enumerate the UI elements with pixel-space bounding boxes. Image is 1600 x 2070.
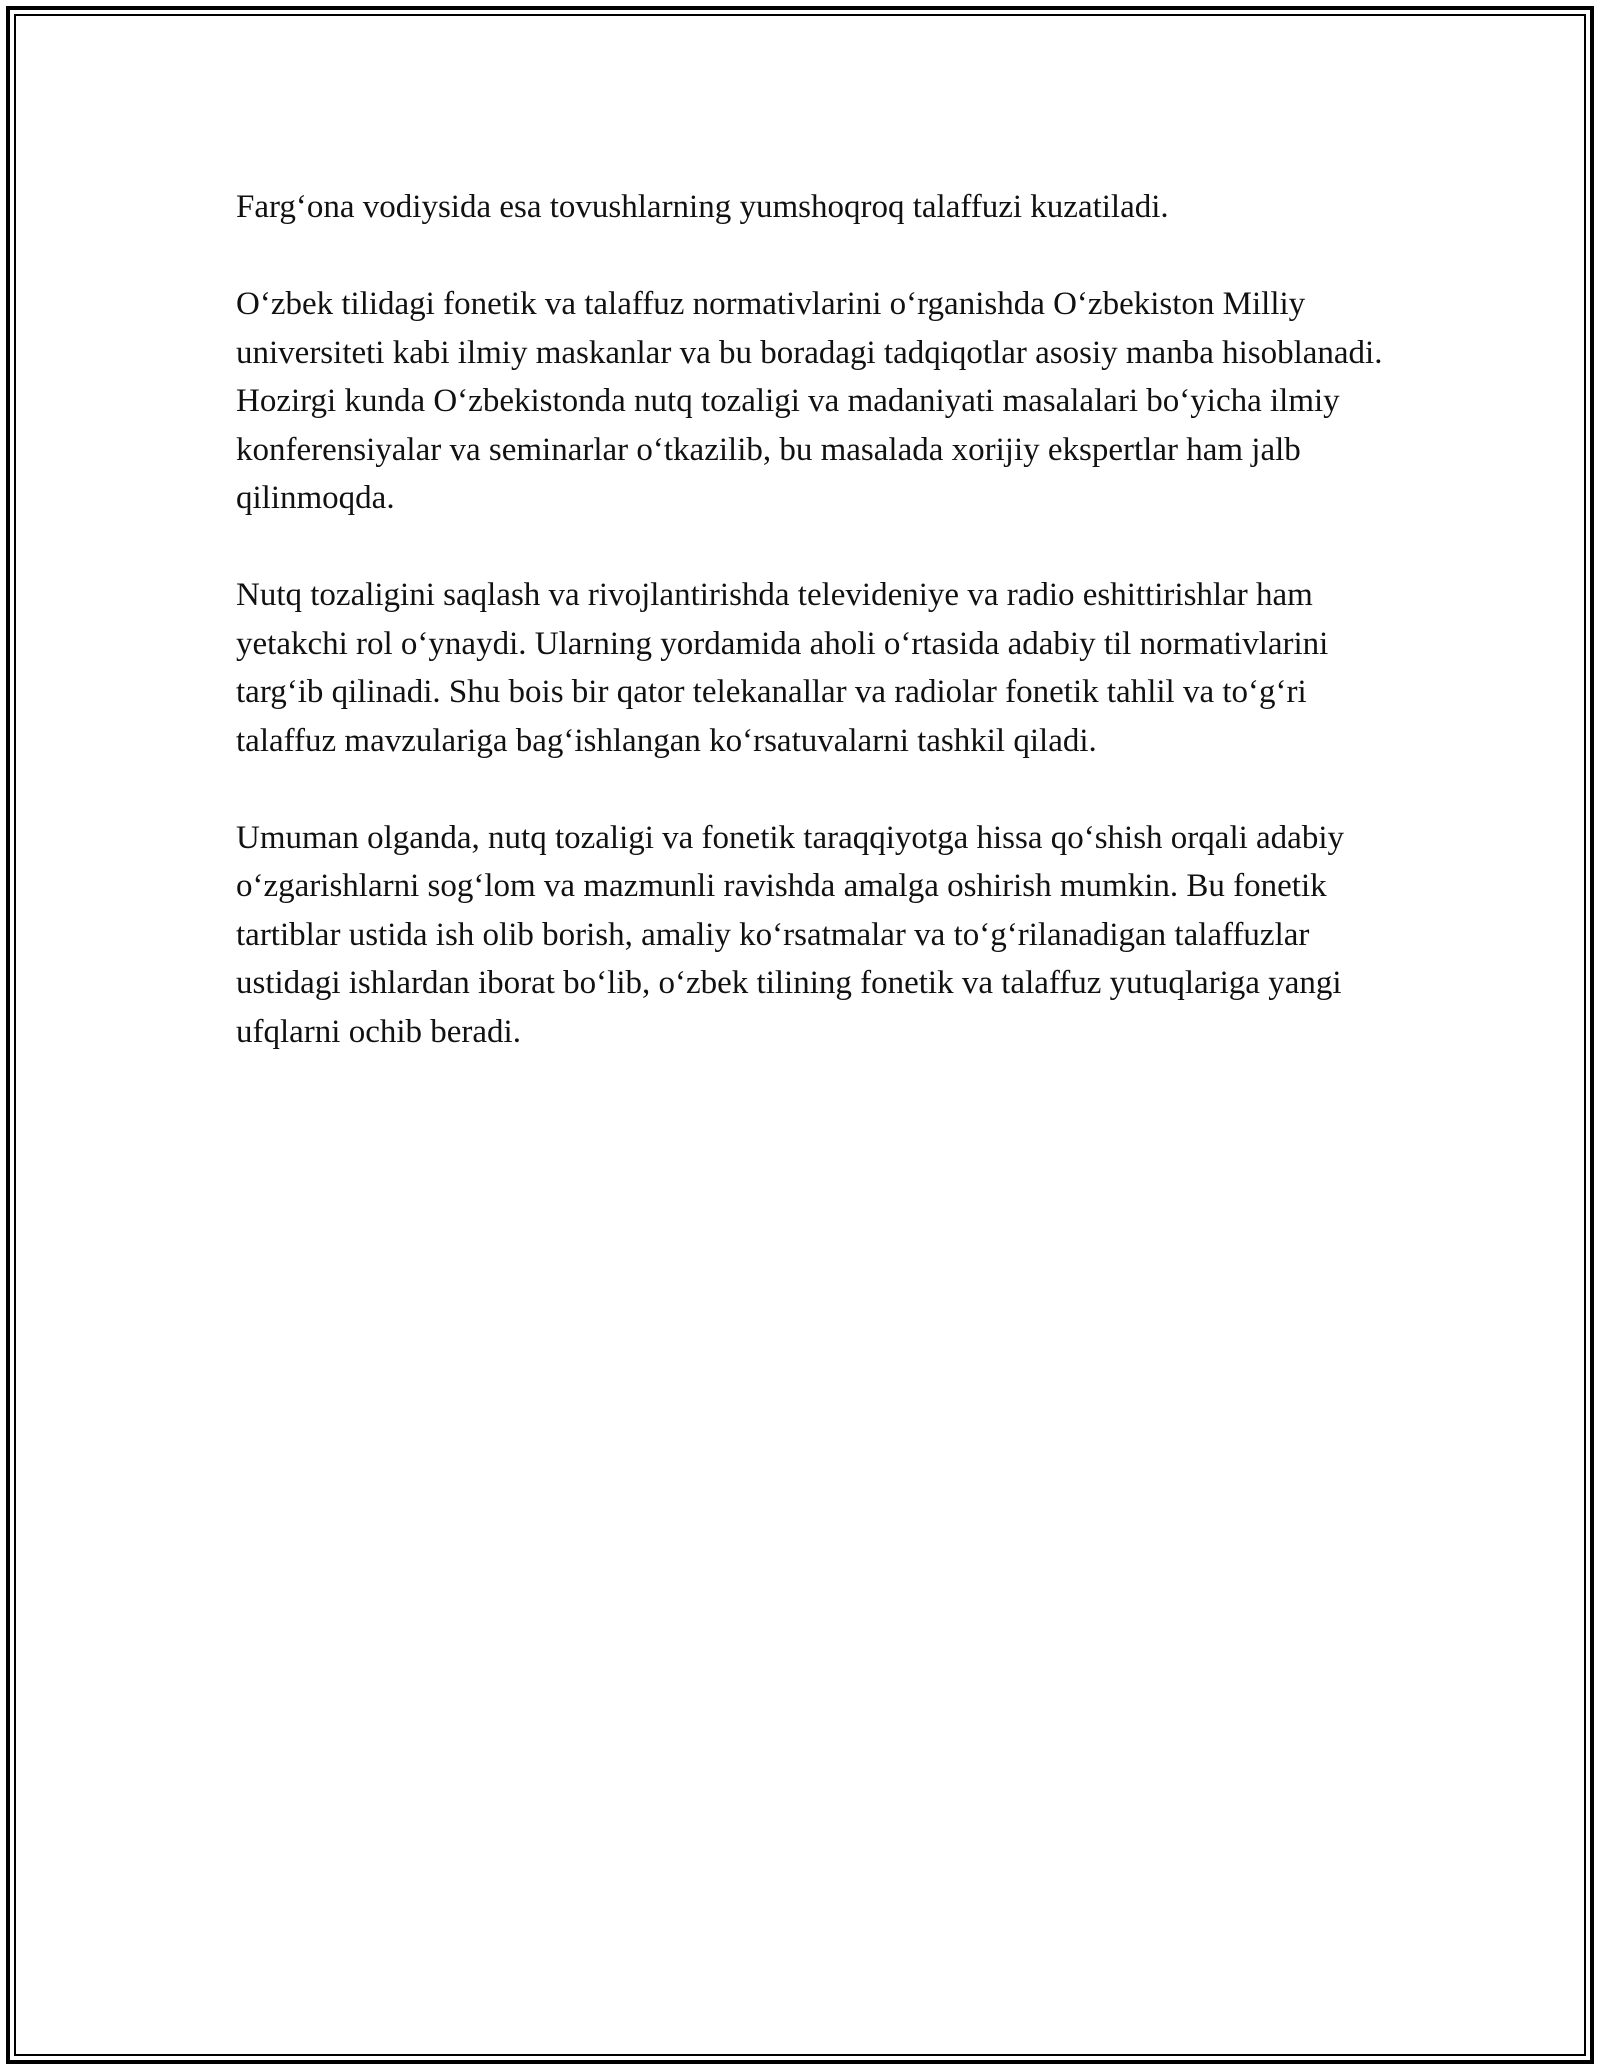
paragraph: Umuman olganda, nutq tozaligi va fonetik taraqqiyotga hissa qo‘shish orqali adabiy o‘zgarishlarni sog‘lom va mazmunli ravishda amalga oshirish mumkin. Bu fonetik tartiblar ustida ish olib borish, amaliy ko‘rsatmalar va to‘g‘rilanadigan talaffuzlar ustidagi ishlardan iborat bo‘lib, o‘zbek tilining fonetik va talaffuz yutuqlariga yangi ufqlarni ochib beradi. <box>236 819 1344 1050</box>
paragraph: Farg‘ona vodiysida esa tovushlarning yumshoqroq talaffuzi kuzatiladi. <box>236 189 1169 225</box>
paragraph: Nutq tozaligini saqlash va rivojlantirishda televideniye va radio eshittirishlar ham yetakchi rol o‘ynaydi. Ularning yordamida aholi o‘rtasida adabiy til normativlarini targ‘ib qilinadi. Shu bois bir qator telekanallar va radiolar fonetik tahlil va to‘g‘ri talaffuz mavzulariga bag‘ishlangan ko‘rsatuvalarni tashkil qiladi. <box>236 577 1329 759</box>
document-body <box>236 183 1386 1105</box>
paragraph: O‘zbek tilidagi fonetik va talaffuz normativlarini o‘rganishda O‘zbekiston Milliy universiteti kabi ilmiy maskanlar va bu boradagi tadqiqotlar asosiy manba hisoblanadi. Hozirgi kunda O‘zbekistonda nutq tozaligi va madaniyati masalalari bo‘yicha ilmiy konferensiyalar va seminarlar o‘tkazilib, bu masalada xorijiy ekspertlar ham jalb qilinmoqda. <box>236 286 1383 516</box>
